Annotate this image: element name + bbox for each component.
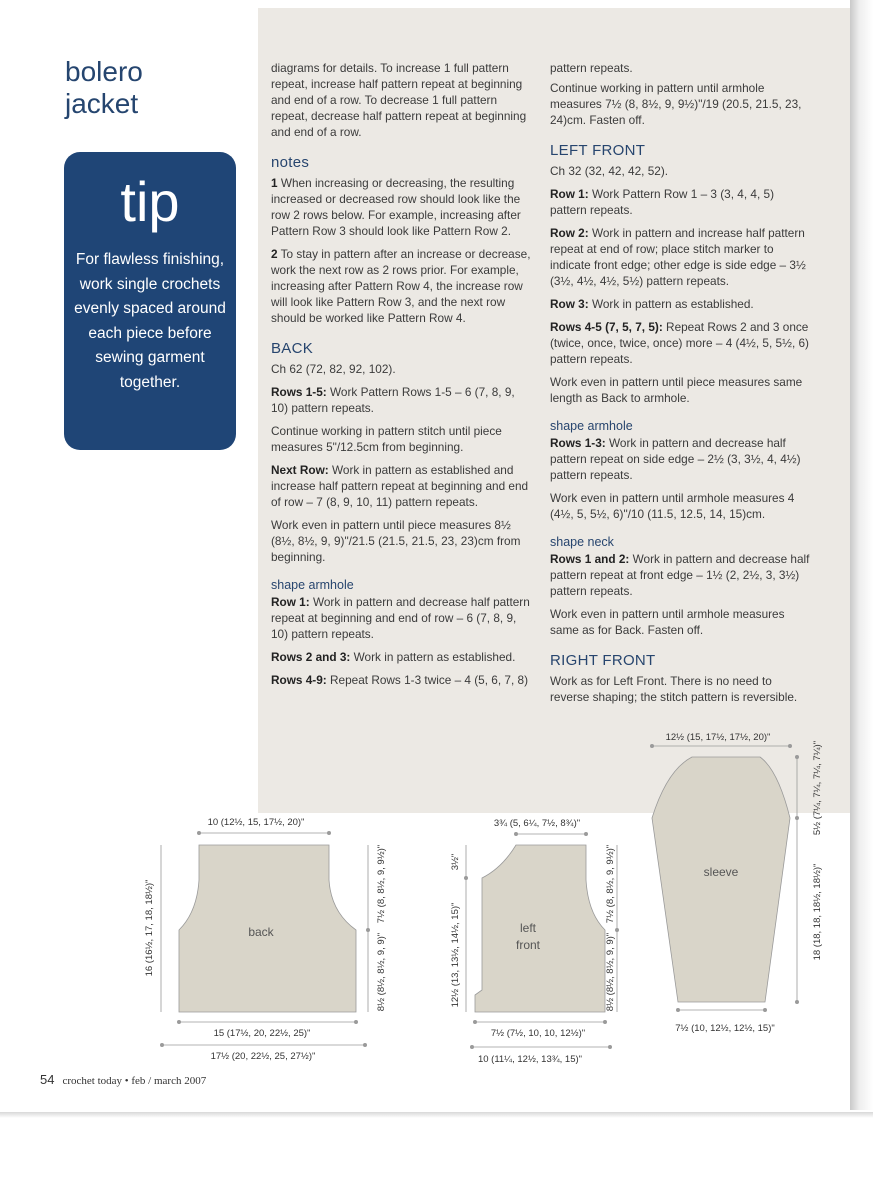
shape-neck-heading: shape neck — [550, 535, 614, 549]
lf-left-upper-dim: 3½" — [450, 853, 461, 871]
left-front-row-2-label: Row 2: — [550, 226, 589, 240]
back-top-dim-dot-right — [327, 831, 331, 835]
sleeve-bottom-dim: 7½ (10, 12½, 12½, 15)" — [675, 1023, 775, 1034]
lf-top-dim: 3¾ (5, 6¼, 7½, 8¾)" — [493, 818, 581, 829]
back-schematic — [144, 817, 387, 1062]
back-top-dim: 10 (12½, 15, 17½, 20)" — [207, 817, 305, 828]
tip-heading: tip — [120, 170, 180, 233]
back-work-even: Work even in pattern until piece measures 8½ (8½, 8½, 9, 9)"/21.5 (21.5, 21.5, 23, 23)cm from beginning. — [271, 518, 521, 564]
armhole-row-1-label: Row 1: — [271, 595, 310, 609]
lf-bottom-dim-1: 7½ (7½, 10, 10, 12½)" — [490, 1028, 586, 1039]
back-next-row-label: Next Row: — [271, 463, 329, 477]
note-2-number: 2 — [271, 247, 278, 261]
title-line-1: bolero — [65, 56, 143, 87]
sleeve-bottom-dot-right — [763, 1008, 767, 1012]
sleeve-top-dot-right — [788, 744, 792, 748]
sleeve-right-dot-top — [795, 755, 799, 759]
lf-left-dim-dot — [464, 876, 468, 880]
sleeve-shape — [652, 757, 790, 1002]
armhole-rows-4-9-text: Repeat Rows 1-3 twice – 4 (5, 6, 7, 8) — [326, 673, 529, 687]
armhole-rows-2-3-label: Rows 2 and 3: — [271, 650, 351, 664]
left-front-row-2-text: Work in pattern and increase half pattern repeat at end of row; place stitch marker to indicate front edge; other edge is side edge – 3½ (3½, 4½, 4½, 5½) pattern repeats. — [550, 226, 806, 288]
lf-bottom2-dot-left — [470, 1045, 474, 1049]
tip-text: For flawless finishing, work single crochets evenly spaced around each piece before sewing garment together. — [74, 251, 226, 391]
back-bottom-dim-2: 17½ (20, 22½, 25, 27½)" — [210, 1051, 316, 1062]
left-front-armhole-rows-label: Rows 1-3: — [550, 436, 606, 450]
sleeve-right-upper-dim: 5½ (7¼, 7¼, 7¼, 7¼)" — [812, 740, 823, 836]
lf-bottom2-dot-right — [608, 1045, 612, 1049]
back-heading: BACK — [271, 340, 314, 357]
left-front-chain: Ch 32 (32, 42, 42, 52). — [550, 164, 669, 178]
lf-bottom1-dot-right — [603, 1020, 607, 1024]
neck-rows-label: Rows 1 and 2: — [550, 552, 630, 566]
back-bottom1-dot-left — [177, 1020, 181, 1024]
back-continue: Continue working in pattern stitch until piece measures 5"/12.5cm from beginning. — [271, 424, 502, 454]
back-right-dim-dot — [366, 928, 370, 932]
left-front-row-1-text: Work Pattern Row 1 – 3 (3, 4, 4, 5) pattern repeats. — [550, 187, 775, 217]
back-chain: Ch 62 (72, 82, 92, 102). — [271, 362, 396, 376]
back-bottom2-dot-right — [363, 1043, 367, 1047]
back-next-row-text: Work in pattern as established and increase half pattern repeat at beginning and end of row – 7 (8, 9, 10, 11) pattern repeats. — [271, 463, 529, 509]
back-label: back — [248, 925, 274, 939]
page-footer — [40, 1072, 206, 1087]
back-left-dim: 16 (16½, 17, 18, 18½)" — [144, 879, 155, 977]
lf-right-upper-dim: 7½ (8, 8½, 9, 9½)" — [605, 844, 616, 924]
right-front-heading: RIGHT FRONT — [550, 652, 656, 669]
intro-paragraph: diagrams for details. To increase 1 full pattern repeat, increase half pattern repeat at beginning and end of a row. To decrease 1 full pattern repeat, decrease half pattern repeat at beginning and end of a row. — [271, 61, 527, 139]
continue-armhole: Continue working in pattern until armhole measures 7½ (8, 8½, 9, 9½)"/19 (20.5, 21.5, 23, 24)cm. Fasten off. — [550, 81, 802, 127]
armhole-rows-2-3-text: Work in pattern as established. — [350, 650, 516, 664]
left-front-armhole-rows-text: Work in pattern and decrease half pattern repeat on side edge – 2½ (3, 3½, 4, 4½) pattern repeats. — [550, 436, 801, 482]
sleeve-bottom-dot-left — [676, 1008, 680, 1012]
notes-heading: notes — [271, 154, 310, 171]
lf-right-dim-dot — [615, 928, 619, 932]
left-front-row-1-label: Row 1: — [550, 187, 589, 201]
neck-work-even: Work even in pattern until armhole measures same as for Back. Fasten off. — [550, 607, 785, 637]
left-front-armhole-even: Work even in pattern until armhole measures 4 (4½, 5, 5½, 6)"/10 (11.5, 12.5, 14, 15)cm. — [550, 491, 795, 521]
left-front-rows-4-5-text: Repeat Rows 2 and 3 once (twice, once, twice, once) more – 4 (4½, 5, 5½, 6) pattern repeats. — [550, 320, 809, 366]
left-front-label-line-2: front — [515, 938, 541, 952]
left-front-row-3-label: Row 3: — [550, 297, 589, 311]
sleeve-top-dim: 12½ (15, 17½, 17½, 20)" — [665, 732, 771, 743]
right-front-text: Work as for Left Front. There is no need to reverse shaping; the stitch pattern is reversible. — [550, 674, 798, 704]
left-front-shape-armhole-heading: shape armhole — [550, 419, 633, 433]
back-rows-1-5-text: Work Pattern Rows 1-5 – 6 (7, 8, 9, 10) pattern repeats. — [271, 385, 515, 415]
back-right-upper-dim: 7½ (8, 8½, 9, 9½)" — [376, 844, 387, 924]
sleeve-right-lower-dim: 18 (18, 18, 18½, 18½)" — [812, 863, 823, 961]
back-bottom1-dot-right — [354, 1020, 358, 1024]
back-bottom-dim-1: 15 (17½, 20, 22½, 25)" — [213, 1028, 311, 1039]
lf-left-lower-dim: 12½ (13, 13½, 14½, 15)" — [450, 902, 461, 1008]
note-1-text: When increasing or decreasing, the resulting increased or decreased row should look like the row 2 rows below. For example, increasing after Pattern Row 3 should look like Pattern Row 2. — [271, 176, 521, 238]
note-1-number: 1 — [271, 176, 278, 190]
left-front-work-even: Work even in pattern until piece measures same length as Back to armhole. — [550, 375, 803, 405]
armhole-row-1-text: Work in pattern and decrease half pattern repeat at beginning and end of row – 6 (7, 8, 9, 10) pattern repeats. — [271, 595, 530, 641]
back-top-dim-dot-left — [197, 831, 201, 835]
shape-armhole-heading: shape armhole — [271, 578, 354, 592]
left-front-row-3-text: Work in pattern as established. — [588, 297, 754, 311]
sleeve-schematic — [650, 732, 823, 1034]
sleeve-label: sleeve — [703, 865, 739, 879]
sleeve-right-dot-mid — [795, 816, 799, 820]
left-front-schematic — [450, 818, 619, 1065]
back-right-lower-dim: 8½ (8½, 8½, 9, 9)" — [376, 932, 387, 1012]
left-front-shape — [475, 845, 605, 1012]
left-front-label-line-1: left — [519, 921, 537, 935]
lf-bottom1-dot-left — [473, 1020, 477, 1024]
left-front-rows-4-5-label: Rows 4-5 (7, 5, 7, 5): — [550, 320, 663, 334]
continued-pattern-repeats: pattern repeats. — [550, 61, 633, 75]
footer-text: crochet today • feb / march 2007 — [62, 1075, 207, 1087]
lf-top-dot-right — [584, 832, 588, 836]
title-line-2: jacket — [65, 88, 139, 119]
lf-bottom-dim-2: 10 (11¼, 12½, 13¾, 15)" — [477, 1054, 583, 1065]
back-bottom2-dot-left — [160, 1043, 164, 1047]
neck-rows-text: Work in pattern and decrease half pattern repeat at front edge – 1½ (2, 2½, 3, 3½) pattern repeats. — [550, 552, 810, 598]
note-2-text: To stay in pattern after an increase or decrease, work the next row as 2 rows prior. For example, increasing after Pattern Row 4, the increase row will look like Pattern Row 3, and the next row should be worked like Pattern Row 4. — [271, 247, 531, 325]
sleeve-top-dot-left — [650, 744, 654, 748]
sleeve-right-dot-bottom — [795, 1000, 799, 1004]
lf-right-lower-dim: 8½ (8½, 8½, 9, 9)" — [605, 932, 616, 1012]
back-rows-1-5-label: Rows 1-5: — [271, 385, 327, 399]
left-front-heading: LEFT FRONT — [550, 142, 646, 159]
page-number: 54 — [40, 1072, 55, 1087]
armhole-rows-4-9-label: Rows 4-9: — [271, 673, 327, 687]
lf-top-dot-left — [514, 832, 518, 836]
